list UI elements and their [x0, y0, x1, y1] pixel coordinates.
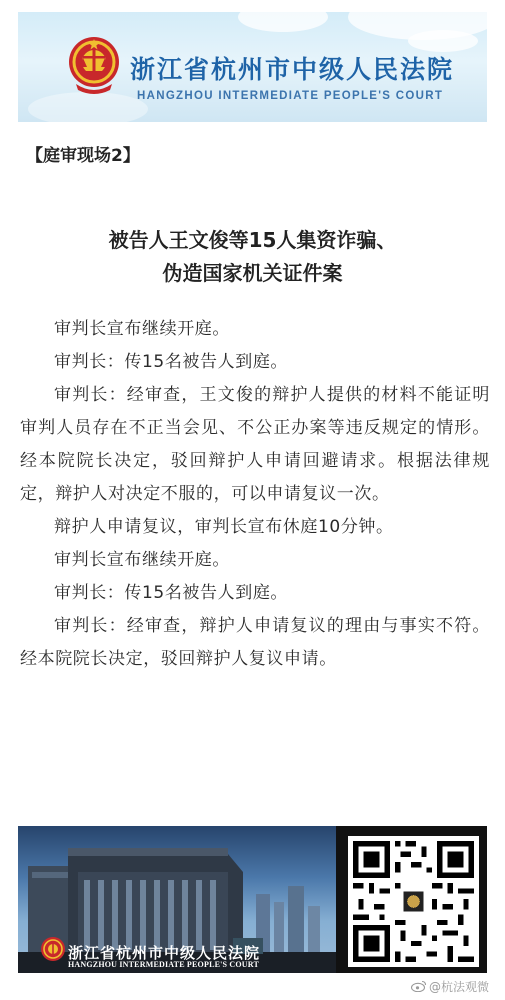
footer-court-name-en: HANGZHOU INTERMEDIATE PEOPLE'S COURT [68, 960, 260, 969]
footer-court-name-cn: 浙江省杭州市中级人民法院 [68, 944, 261, 962]
weibo-watermark [411, 978, 489, 995]
paragraph: 审判长：传15名被告人到庭。 [54, 583, 289, 603]
article-body [20, 313, 490, 676]
weibo-icon [411, 980, 427, 992]
footer-banner [18, 826, 487, 973]
qr-code-icon [348, 836, 479, 967]
paragraph: 辩护人申请复议，审判长宣布休庭10分钟。 [54, 517, 394, 537]
article-title-line2: 伪造国家机关证件案 [162, 261, 343, 285]
paragraph: 审判长：经审查，王文俊的辩护人提供的材料不能证明审判人员存在不正当会见、不公正办案等违反规定的情形。经本院院长决定，驳回辩护人申请回避请求。根据法律规定，辩护人对决定不服的，可以申请复议一次。 [20, 385, 490, 504]
article-title-line1: 被告人王文俊等15人集资诈骗、 [108, 228, 397, 252]
watermark-text: @杭法观微 [428, 980, 489, 994]
header-banner [18, 12, 487, 122]
court-emblem-icon [64, 34, 124, 94]
court-name-en: HANGZHOU INTERMEDIATE PEOPLE'S COURT [137, 90, 444, 102]
court-name-cn: 浙江省杭州市中级人民法院 [130, 55, 455, 84]
section-label: 【庭审现场2】 [26, 146, 140, 166]
cloud-decoration [408, 30, 478, 52]
court-emblem-icon [40, 936, 66, 962]
cloud-decoration [28, 92, 148, 122]
paragraph: 审判长宣布继续开庭。 [54, 550, 230, 570]
paragraph: 审判长宣布继续开庭。 [54, 319, 230, 339]
paragraph: 审判长：传15名被告人到庭。 [54, 352, 289, 372]
cloud-decoration [238, 12, 328, 32]
paragraph: 审判长：经审查，辩护人申请复议的理由与事实不符。经本院院长决定，驳回辩护人复议申请。 [20, 616, 490, 669]
